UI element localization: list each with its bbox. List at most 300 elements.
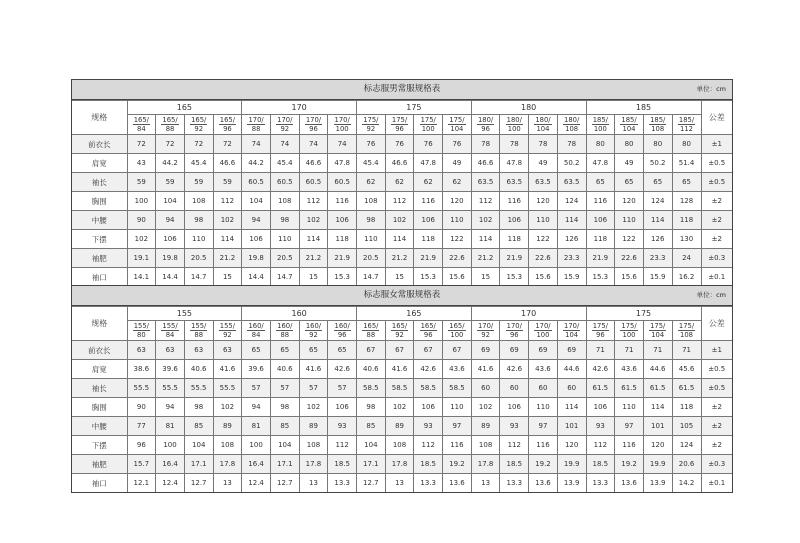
women-measure-value: 104 bbox=[357, 436, 386, 455]
men-measure-value: 128 bbox=[672, 192, 701, 211]
women-measure-value: 39.6 bbox=[242, 360, 271, 379]
men-size-header bbox=[471, 115, 500, 135]
men-size-header bbox=[615, 115, 644, 135]
men-size-fraction bbox=[420, 116, 437, 133]
men-size-fraction bbox=[448, 116, 465, 133]
men-size-fraction bbox=[592, 116, 609, 133]
women-title-bar bbox=[72, 286, 732, 306]
men-group-header-row bbox=[72, 101, 732, 115]
men-measure-value: 15 bbox=[213, 268, 242, 287]
men-measure-row bbox=[72, 192, 732, 211]
men-size-header bbox=[242, 115, 271, 135]
women-measure-value: 17.8 bbox=[385, 455, 414, 474]
women-size-height: 175/ bbox=[621, 322, 637, 330]
men-measure-value: 65 bbox=[586, 173, 615, 192]
women-size-height: 160/ bbox=[305, 322, 322, 330]
women-measure-value: 98 bbox=[270, 398, 299, 417]
women-measure-value: 71 bbox=[643, 341, 672, 360]
women-size-header bbox=[672, 321, 701, 341]
women-measure-label: 袖口 bbox=[72, 474, 127, 493]
women-measure-value: 19.9 bbox=[643, 455, 672, 474]
women-item-header: 规格 bbox=[72, 307, 127, 341]
men-measure-label: 胸围 bbox=[72, 192, 127, 211]
women-measure-value: 71 bbox=[672, 341, 701, 360]
women-size-girth: 96 bbox=[596, 331, 605, 339]
women-measure-value: 118 bbox=[672, 398, 701, 417]
women-measure-label: 胸围 bbox=[72, 398, 127, 417]
women-size-height: 165/ bbox=[363, 322, 379, 330]
women-size-fraction bbox=[506, 322, 523, 339]
men-measure-value: 124 bbox=[557, 192, 586, 211]
women-measure-value: 40.6 bbox=[357, 360, 386, 379]
women-measure-value: 17.1 bbox=[270, 455, 299, 474]
men-measure-value: 62 bbox=[357, 173, 386, 192]
men-measure-value: 49 bbox=[529, 154, 558, 173]
women-size-fraction bbox=[362, 322, 379, 339]
women-size-header bbox=[299, 321, 328, 341]
women-size-girth: 96 bbox=[423, 331, 433, 339]
men-measure-value: 22.6 bbox=[615, 249, 644, 268]
men-measure-value: 80 bbox=[615, 135, 644, 154]
women-measure-value: 17.1 bbox=[184, 455, 213, 474]
men-measure-label: 前衣长 bbox=[72, 135, 127, 154]
men-measure-value: 72 bbox=[184, 135, 213, 154]
women-size-girth: 100 bbox=[450, 331, 464, 339]
women-measure-value: 67 bbox=[357, 341, 386, 360]
men-measure-value: 80 bbox=[672, 135, 701, 154]
men-size-fraction bbox=[391, 116, 408, 133]
men-size-girth: 88 bbox=[251, 125, 261, 133]
women-measure-value: 89 bbox=[299, 417, 328, 436]
men-measure-value: 65 bbox=[643, 173, 672, 192]
women-size-girth: 92 bbox=[309, 331, 318, 339]
men-measure-value: 50.2 bbox=[557, 154, 586, 173]
men-size-fraction bbox=[477, 116, 494, 133]
women-measure-value: 42.6 bbox=[500, 360, 529, 379]
men-size-girth: 88 bbox=[165, 125, 175, 133]
men-measure-value: 21.2 bbox=[385, 249, 414, 268]
men-size-girth: 108 bbox=[565, 125, 579, 133]
women-size-height: 165/ bbox=[449, 322, 465, 330]
women-measure-value: 13.9 bbox=[643, 474, 672, 493]
women-measure-label: 前衣长 bbox=[72, 341, 127, 360]
men-measure-value: 118 bbox=[586, 230, 615, 249]
women-measure-value: 41.6 bbox=[385, 360, 414, 379]
men-size-height: 170/ bbox=[305, 116, 322, 124]
women-measure-value: 12.4 bbox=[242, 474, 271, 493]
men-size-girth: 96 bbox=[309, 125, 318, 133]
men-measure-value: 15.9 bbox=[557, 268, 586, 287]
women-size-fraction bbox=[219, 322, 236, 339]
women-measure-label: 肩宽 bbox=[72, 360, 127, 379]
men-measure-value: 46.6 bbox=[471, 154, 500, 173]
men-size-header bbox=[500, 115, 529, 135]
women-size-header bbox=[500, 321, 529, 341]
women-size-height: 175/ bbox=[592, 322, 608, 330]
women-measure-value: 13.6 bbox=[615, 474, 644, 493]
men-size-height: 185/ bbox=[592, 116, 608, 124]
women-measure-value: 94 bbox=[242, 398, 271, 417]
men-size-fraction bbox=[563, 116, 580, 133]
women-measure-label: 下摆 bbox=[72, 436, 127, 455]
men-measure-value: 63.5 bbox=[471, 173, 500, 192]
men-measure-value: 98 bbox=[357, 211, 386, 230]
men-size-header bbox=[127, 115, 156, 135]
men-measure-value: 118 bbox=[500, 230, 529, 249]
men-size-girth: 104 bbox=[536, 125, 550, 133]
women-size-height: 155/ bbox=[162, 322, 178, 330]
men-size-header bbox=[443, 115, 472, 135]
men-size-girth: 104 bbox=[450, 125, 464, 133]
women-size-header bbox=[471, 321, 500, 341]
women-measure-value: 55.5 bbox=[184, 379, 213, 398]
men-measure-row bbox=[72, 230, 732, 249]
men-measure-value: 21.2 bbox=[299, 249, 328, 268]
women-size-fraction bbox=[592, 322, 609, 339]
women-measure-value: 60 bbox=[529, 379, 558, 398]
women-measure-value: 17.8 bbox=[299, 455, 328, 474]
men-height-group-header: 175 bbox=[357, 101, 472, 115]
women-measure-value: 71 bbox=[615, 341, 644, 360]
women-size-height: 160/ bbox=[248, 322, 264, 330]
men-size-fraction bbox=[190, 116, 207, 133]
men-size-header bbox=[213, 115, 242, 135]
men-measure-value: 15.3 bbox=[586, 268, 615, 287]
men-measure-value: 112 bbox=[299, 192, 328, 211]
men-size-height: 165/ bbox=[133, 116, 149, 124]
women-measure-value: 114 bbox=[643, 398, 672, 417]
men-size-fraction bbox=[334, 116, 351, 133]
men-measure-value: 122 bbox=[529, 230, 558, 249]
women-measure-value: 18.5 bbox=[500, 455, 529, 474]
men-size-height: 175/ bbox=[391, 116, 408, 124]
men-measure-value: 74 bbox=[242, 135, 271, 154]
men-measure-value: 104 bbox=[156, 192, 185, 211]
men-measure-value: 114 bbox=[643, 211, 672, 230]
women-measure-value: 102 bbox=[213, 398, 242, 417]
women-measure-value: 105 bbox=[672, 417, 701, 436]
men-measure-row bbox=[72, 154, 732, 173]
men-measure-value: 21.9 bbox=[414, 249, 443, 268]
men-measure-value: 22.6 bbox=[529, 249, 558, 268]
men-measure-value: 63.5 bbox=[529, 173, 558, 192]
men-measure-value: 15 bbox=[385, 268, 414, 287]
men-measure-value: 120 bbox=[615, 192, 644, 211]
women-measure-value: 85 bbox=[184, 417, 213, 436]
women-size-girth: 104 bbox=[565, 331, 579, 339]
men-measure-value: 112 bbox=[213, 192, 242, 211]
men-measure-value: 15.3 bbox=[500, 268, 529, 287]
men-size-girth: 96 bbox=[481, 125, 490, 133]
women-measure-value: 100 bbox=[156, 436, 185, 455]
women-measure-value: 18.5 bbox=[328, 455, 357, 474]
men-measure-value: 45.4 bbox=[357, 154, 386, 173]
women-measure-value: 89 bbox=[385, 417, 414, 436]
men-measure-value: 21.9 bbox=[586, 249, 615, 268]
women-measure-value: 17.8 bbox=[471, 455, 500, 474]
men-measure-value: 62 bbox=[414, 173, 443, 192]
women-measure-row bbox=[72, 436, 732, 455]
women-measure-value: 102 bbox=[471, 398, 500, 417]
women-measure-value: 112 bbox=[586, 436, 615, 455]
men-size-height: 170/ bbox=[334, 116, 350, 124]
men-size-header bbox=[529, 115, 558, 135]
men-size-header bbox=[414, 115, 443, 135]
men-measure-value: 20.5 bbox=[270, 249, 299, 268]
women-measure-value: 98 bbox=[357, 398, 386, 417]
women-size-fraction bbox=[563, 322, 580, 339]
men-measure-value: 76 bbox=[385, 135, 414, 154]
women-measure-value: 63 bbox=[156, 341, 185, 360]
women-measure-label: 中腰 bbox=[72, 417, 127, 436]
women-measure-row bbox=[72, 360, 732, 379]
men-measure-value: 14.7 bbox=[184, 268, 213, 287]
women-size-header bbox=[127, 321, 156, 341]
men-size-girth: 92 bbox=[280, 125, 290, 133]
men-measure-value: 80 bbox=[643, 135, 672, 154]
men-size-fraction bbox=[219, 116, 236, 133]
men-size-fraction bbox=[305, 116, 322, 133]
women-height-group-header: 170 bbox=[471, 307, 586, 321]
men-measure-value: 126 bbox=[643, 230, 672, 249]
women-measure-value: 61.5 bbox=[672, 379, 701, 398]
men-measure-value: 47.8 bbox=[328, 154, 357, 173]
women-size-girth: 80 bbox=[137, 331, 146, 339]
women-measure-value: 40.6 bbox=[184, 360, 213, 379]
men-measure-value: 114 bbox=[213, 230, 242, 249]
men-size-height: 180/ bbox=[477, 116, 494, 124]
women-measure-value: 101 bbox=[557, 417, 586, 436]
men-tolerance-value: ±2 bbox=[701, 192, 732, 211]
women-size-fraction bbox=[305, 322, 322, 339]
men-size-height: 185/ bbox=[650, 116, 666, 124]
women-size-girth: 104 bbox=[651, 331, 665, 339]
women-measure-value: 12.7 bbox=[270, 474, 299, 493]
women-spec-sheet bbox=[71, 285, 733, 493]
women-measure-value: 77 bbox=[127, 417, 156, 436]
men-measure-value: 14.7 bbox=[357, 268, 386, 287]
men-measure-value: 78 bbox=[471, 135, 500, 154]
men-size-fraction bbox=[620, 116, 637, 133]
men-tolerance-value: ±2 bbox=[701, 211, 732, 230]
women-size-height: 175/ bbox=[650, 322, 666, 330]
women-height-group-header: 160 bbox=[242, 307, 357, 321]
women-measure-value: 42.6 bbox=[328, 360, 357, 379]
women-measure-value: 58.5 bbox=[385, 379, 414, 398]
women-measure-value: 65 bbox=[242, 341, 271, 360]
women-measure-value: 60 bbox=[500, 379, 529, 398]
men-measure-value: 106 bbox=[156, 230, 185, 249]
women-measure-value: 112 bbox=[500, 436, 529, 455]
men-size-height: 180/ bbox=[564, 116, 580, 124]
women-measure-value: 114 bbox=[557, 398, 586, 417]
men-measure-value: 116 bbox=[586, 192, 615, 211]
women-measure-value: 93 bbox=[500, 417, 529, 436]
women-tolerance-value: ±2 bbox=[701, 417, 732, 436]
men-tolerance-value: ±0.3 bbox=[701, 249, 732, 268]
men-measure-value: 20.5 bbox=[357, 249, 386, 268]
men-measure-value: 78 bbox=[529, 135, 558, 154]
men-measure-value: 118 bbox=[328, 230, 357, 249]
women-size-fraction bbox=[161, 322, 178, 339]
men-measure-label: 肩宽 bbox=[72, 154, 127, 173]
women-measure-value: 98 bbox=[184, 398, 213, 417]
women-measure-value: 42.6 bbox=[414, 360, 443, 379]
women-measure-value: 104 bbox=[270, 436, 299, 455]
women-measure-value: 97 bbox=[529, 417, 558, 436]
men-size-header bbox=[156, 115, 185, 135]
men-measure-value: 106 bbox=[328, 211, 357, 230]
women-size-height: 160/ bbox=[277, 322, 293, 330]
men-measure-value: 110 bbox=[270, 230, 299, 249]
women-size-fraction bbox=[477, 322, 494, 339]
men-measure-value: 43 bbox=[127, 154, 156, 173]
women-size-fraction bbox=[448, 322, 465, 339]
men-size-height: 185/ bbox=[678, 116, 695, 124]
men-measure-value: 49 bbox=[443, 154, 472, 173]
women-measure-value: 89 bbox=[471, 417, 500, 436]
men-measure-value: 19.8 bbox=[242, 249, 271, 268]
women-measure-value: 67 bbox=[443, 341, 472, 360]
men-measure-value: 118 bbox=[672, 211, 701, 230]
men-measure-value: 112 bbox=[385, 192, 414, 211]
men-measure-value: 98 bbox=[270, 211, 299, 230]
women-tolerance-value: ±1 bbox=[701, 341, 732, 360]
men-measure-value: 14.7 bbox=[270, 268, 299, 287]
men-measure-value: 106 bbox=[414, 211, 443, 230]
women-measure-value: 108 bbox=[471, 436, 500, 455]
men-measure-value: 74 bbox=[299, 135, 328, 154]
men-measure-value: 14.1 bbox=[127, 268, 156, 287]
women-measure-value: 57 bbox=[328, 379, 357, 398]
women-size-girth: 92 bbox=[223, 331, 232, 339]
men-measure-value: 45.4 bbox=[270, 154, 299, 173]
women-size-girth: 96 bbox=[337, 331, 347, 339]
men-measure-value: 51.4 bbox=[672, 154, 701, 173]
men-tolerance-value: ±2 bbox=[701, 230, 732, 249]
women-measure-value: 106 bbox=[500, 398, 529, 417]
women-measure-value: 19.2 bbox=[529, 455, 558, 474]
men-size-fraction bbox=[534, 116, 551, 133]
women-size-girth: 100 bbox=[622, 331, 636, 339]
women-measure-value: 12.7 bbox=[357, 474, 386, 493]
women-measure-value: 13.3 bbox=[586, 474, 615, 493]
women-size-fraction bbox=[391, 322, 408, 339]
men-measure-value: 100 bbox=[127, 192, 156, 211]
women-group-header-row bbox=[72, 307, 732, 321]
men-measure-value: 72 bbox=[127, 135, 156, 154]
women-measure-value: 13.3 bbox=[500, 474, 529, 493]
men-measure-value: 47.8 bbox=[586, 154, 615, 173]
men-measure-value: 44.2 bbox=[242, 154, 271, 173]
men-measure-value: 19.1 bbox=[127, 249, 156, 268]
women-height-group-header: 155 bbox=[127, 307, 242, 321]
women-size-fraction bbox=[133, 322, 150, 339]
women-size-height: 165/ bbox=[391, 322, 408, 330]
men-measure-value: 21.9 bbox=[500, 249, 529, 268]
women-measure-value: 39.6 bbox=[156, 360, 185, 379]
men-measure-value: 98 bbox=[184, 211, 213, 230]
men-size-fraction bbox=[649, 116, 666, 133]
women-measure-value: 116 bbox=[529, 436, 558, 455]
women-size-girth: 84 bbox=[165, 331, 175, 339]
women-measure-value: 58.5 bbox=[414, 379, 443, 398]
men-measure-value: 124 bbox=[643, 192, 672, 211]
women-measure-value: 93 bbox=[328, 417, 357, 436]
men-measure-value: 46.6 bbox=[299, 154, 328, 173]
men-size-fraction bbox=[678, 116, 695, 133]
women-measure-value: 65 bbox=[299, 341, 328, 360]
men-measure-value: 63.5 bbox=[500, 173, 529, 192]
men-measure-value: 62 bbox=[443, 173, 472, 192]
men-measure-value: 63.5 bbox=[557, 173, 586, 192]
men-height-group-header: 165 bbox=[127, 101, 242, 115]
men-measure-value: 65 bbox=[672, 173, 701, 192]
men-measure-value: 112 bbox=[471, 192, 500, 211]
women-measure-value: 63 bbox=[184, 341, 213, 360]
men-measure-value: 114 bbox=[471, 230, 500, 249]
women-measure-value: 57 bbox=[242, 379, 271, 398]
men-size-height: 165/ bbox=[191, 116, 207, 124]
men-tolerance-value: ±0.1 bbox=[701, 268, 732, 287]
men-spec-sheet bbox=[71, 79, 733, 287]
women-measure-value: 13.3 bbox=[414, 474, 443, 493]
women-measure-value: 89 bbox=[213, 417, 242, 436]
women-measure-value: 16.4 bbox=[242, 455, 271, 474]
women-size-header bbox=[414, 321, 443, 341]
men-measure-value: 24 bbox=[672, 249, 701, 268]
women-measure-value: 106 bbox=[414, 398, 443, 417]
women-measure-value: 61.5 bbox=[615, 379, 644, 398]
men-tolerance-value: ±0.5 bbox=[701, 154, 732, 173]
men-measure-value: 50.2 bbox=[643, 154, 672, 173]
men-measure-value: 116 bbox=[328, 192, 357, 211]
men-measure-value: 74 bbox=[270, 135, 299, 154]
women-measure-value: 102 bbox=[299, 398, 328, 417]
women-size-fraction bbox=[190, 322, 207, 339]
men-size-girth: 92 bbox=[194, 125, 204, 133]
men-size-header bbox=[357, 115, 386, 135]
men-measure-value: 94 bbox=[242, 211, 271, 230]
men-measure-value: 72 bbox=[213, 135, 242, 154]
women-measure-value: 96 bbox=[127, 436, 156, 455]
women-measure-value: 19.2 bbox=[443, 455, 472, 474]
women-measure-value: 110 bbox=[615, 398, 644, 417]
women-measure-value: 44.6 bbox=[557, 360, 586, 379]
men-measure-value: 60.5 bbox=[299, 173, 328, 192]
men-size-girth: 92 bbox=[366, 125, 376, 133]
men-spec-table bbox=[72, 100, 732, 286]
women-measure-value: 100 bbox=[242, 436, 271, 455]
men-size-girth: 100 bbox=[507, 125, 521, 133]
men-size-fraction bbox=[161, 116, 178, 133]
women-measure-value: 61.5 bbox=[643, 379, 672, 398]
women-measure-row bbox=[72, 417, 732, 436]
women-measure-value: 14.2 bbox=[672, 474, 701, 493]
women-size-girth: 92 bbox=[481, 331, 490, 339]
women-measure-value: 40.6 bbox=[270, 360, 299, 379]
women-measure-value: 42.6 bbox=[586, 360, 615, 379]
women-size-fraction bbox=[534, 322, 551, 339]
men-measure-value: 21.9 bbox=[328, 249, 357, 268]
women-size-height: 170/ bbox=[564, 322, 580, 330]
women-size-header bbox=[557, 321, 586, 341]
men-measure-value: 130 bbox=[672, 230, 701, 249]
women-measure-value: 45.6 bbox=[672, 360, 701, 379]
men-measure-value: 59 bbox=[156, 173, 185, 192]
women-measure-row bbox=[72, 455, 732, 474]
women-measure-value: 69 bbox=[529, 341, 558, 360]
